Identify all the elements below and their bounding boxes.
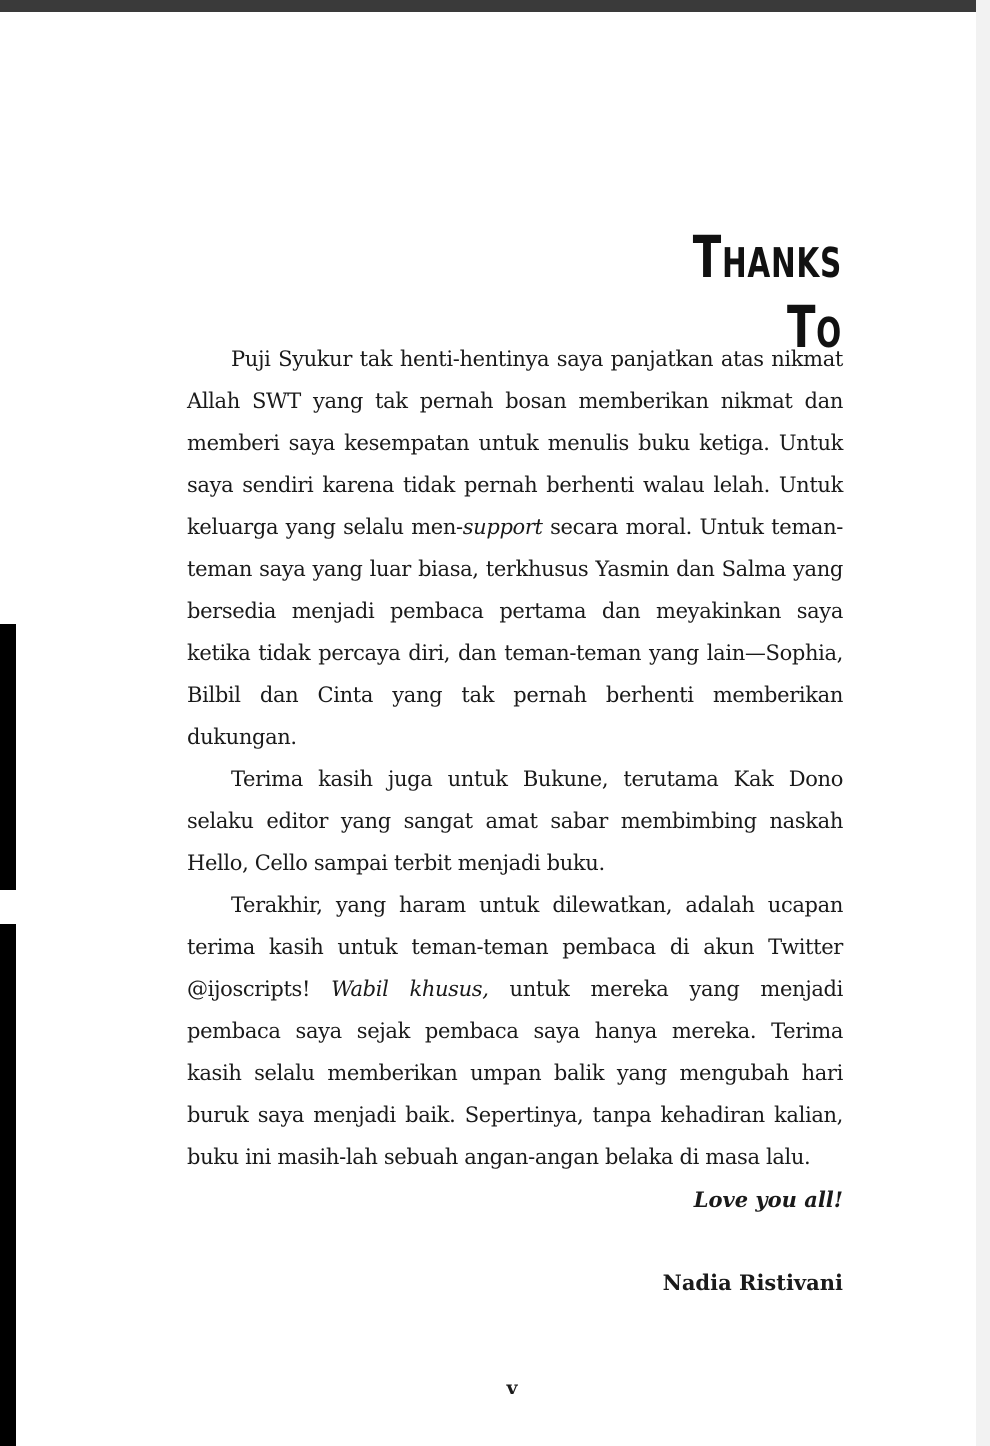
left-scan-mark — [0, 624, 16, 890]
page-number: v — [506, 1377, 518, 1399]
paragraph-1: Puji Syukur tak henti-hentinya saya panjatkan atas nikmat Allah SWT yang tak pernah bosan memberikan nikmat dan memberi saya kesempatan untuk menulis buku ketiga. Untuk saya sendiri karena tidak pernah berhenti walau lelah. Untuk keluarga yang selalu men-support secara moral. Untuk teman-teman saya yang luar biasa, terkhusus Yasmin dan Salma yang bersedia menjadi pembaca pertama dan meyakinkan saya ketika tidak percaya diri, dan teman-teman yang lain—Sophia, Bilbil dan Cinta yang tak pernah berhenti memberikan dukungan. — [187, 347, 843, 749]
paragraph-3: Terakhir, yang haram untuk dilewatkan, adalah ucapan terima kasih untuk teman-teman pembaca di akun Twitter @ijoscripts! Wabil khusus, untuk mereka yang menjadi pembaca saya sejak pembaca saya hanya mereka. Terima kasih selalu memberikan umpan balik yang mengubah hari buruk saya menjadi baik. Sepertinya, tanpa kehadiran kalian, buku ini masih-lah sebuah angan-angan belaka di masa lalu. — [187, 893, 844, 1169]
page-title: Thanks To — [692, 223, 842, 361]
top-scan-border — [0, 0, 976, 12]
italic-text: Wabil khusus, — [331, 977, 489, 1001]
closing-line: Love you all! — [693, 1187, 843, 1212]
author-name: Nadia Ristivani — [662, 1270, 843, 1295]
right-scan-edge — [976, 0, 990, 1446]
italic-text: support — [462, 515, 543, 539]
acknowledgement-body — [187, 338, 843, 1178]
left-scan-mark — [0, 924, 16, 1446]
paragraph-2: Terima kasih juga untuk Bukune, terutama Kak Dono selaku editor yang sangat amat sabar membimbing naskah Hello, Cello sampai terbit menjadi buku. — [187, 767, 843, 875]
